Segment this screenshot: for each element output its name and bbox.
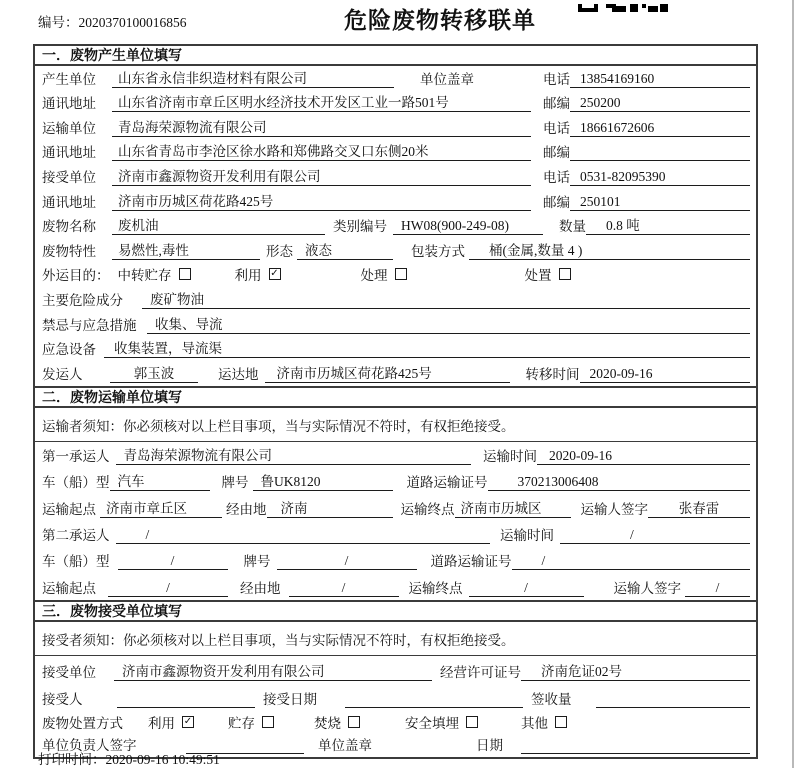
hazard-label: 主要危险成分 (42, 292, 123, 308)
row-first-carrier (35, 442, 756, 468)
row-disposal-method (35, 711, 756, 735)
disposal-burn-label: 焚烧 (314, 715, 341, 731)
form-state-label: 形态 (266, 243, 293, 259)
purpose-use-label: 利用 (234, 268, 262, 284)
producer-phone-label: 电话 (543, 71, 570, 87)
disposal-other-checkbox (555, 716, 567, 728)
purpose-use-checkbox: ✓ (270, 268, 279, 280)
vehicle2-value: / (118, 553, 228, 570)
road-permit2-label: 道路运输证号 (430, 554, 512, 570)
terminus1-value: 济南市历城区 (455, 497, 571, 518)
permit-label: 经营许可证号 (440, 664, 521, 680)
time2-label: 运输时间 (500, 527, 554, 543)
row-hazard-component (35, 287, 756, 312)
packing-value: 桶(金属,数量 4 ) (469, 239, 750, 260)
carrier1-value: 青岛海荣源物流有限公司 (116, 444, 472, 465)
receiver-notice-label: 接受者须知： (42, 632, 123, 648)
waste-name-label: 废物名称 (42, 219, 96, 235)
origin2-value: / (108, 580, 228, 597)
origin1-label: 运输起点 (42, 501, 96, 517)
page-edge-line (792, 0, 794, 768)
transporter-phone-label: 电话 (543, 120, 570, 136)
transporter-notice-text: 你必须核对以上栏目事项，当与实际情况不符时，有权拒绝接受。 (123, 418, 515, 434)
receiver-notice (35, 622, 756, 656)
transporter-value: 青岛海荣源物流有限公司 (112, 116, 531, 137)
receiver-phone-value: 0531-82095390 (570, 169, 750, 186)
emergency-label: 禁忌与应急措施 (42, 317, 137, 333)
characteristics-value: 易燃性,毒性 (112, 239, 260, 260)
receiver-zip-label: 邮编 (543, 194, 570, 210)
carrier1-label: 第一承运人 (42, 449, 110, 465)
row-producer-address (35, 91, 756, 116)
disposal-burn-checkbox (348, 716, 360, 728)
transporter-address-value: 山东省青岛市李沧区徐水路和郑佛路交叉口东侧20米 (112, 140, 531, 161)
time2-value: / (560, 527, 750, 544)
road-permit2-value: / (512, 553, 751, 570)
via1-value: 济南 (267, 497, 393, 518)
serial-number (38, 11, 187, 31)
waste-transfer-form (33, 44, 758, 759)
receiver-phone-label: 电话 (543, 169, 570, 185)
terminus2-label: 运输终点 (408, 580, 463, 596)
quantity-value: 0.8 吨 (586, 214, 750, 235)
section-transporter-heading: 二．废物运输单位填写 (35, 388, 756, 408)
disposal-use-label: 利用 (148, 715, 175, 731)
purpose-treat-checkbox (395, 268, 407, 280)
receiver-address-value: 济南市历城区荷花路425号 (112, 190, 531, 211)
row-route1 (35, 494, 756, 520)
row-waste-name (35, 214, 756, 239)
responsible-sign-label: 单位负责人签字 (42, 737, 137, 753)
time1-label: 运输时间 (483, 449, 537, 465)
emergency-value: 收集、导流 (147, 313, 750, 334)
transporter-notice-label: 运输者须知： (42, 418, 123, 434)
receiver-label: 接受单位 (42, 169, 96, 185)
section-receiver-heading: 三．废物接受单位填写 (35, 602, 756, 622)
accept-unit-label: 接受单位 (42, 664, 96, 680)
via1-label: 经由地 (226, 501, 267, 517)
sign2-value: / (685, 580, 750, 597)
origin1-value: 济南市章丘区 (100, 497, 222, 518)
print-time (38, 748, 220, 768)
sign1-label: 运输人签字 (580, 501, 648, 517)
row-vehicle1 (35, 468, 756, 494)
row-vehicle2 (35, 547, 756, 573)
receiver-notice-text: 你必须核对以上栏目事项，当与实际情况不符时，有权拒绝接受。 (123, 632, 515, 648)
disposal-option-store (228, 712, 274, 732)
terminus2-value: / (469, 580, 584, 597)
acceptor-value (117, 691, 255, 708)
producer-label: 产生单位 (42, 71, 96, 87)
equipment-value: 收集装置，导流渠 (104, 337, 750, 358)
disposal-option-burn (314, 712, 360, 732)
disposal-option-use (148, 712, 194, 732)
purpose-treat-label: 处理 (360, 268, 388, 284)
date-value (521, 737, 750, 754)
serial-label: 编号： (38, 15, 79, 30)
packing-label: 包装方式 (411, 243, 465, 259)
unit-seal-label-2: 单位盖章 (318, 737, 372, 753)
origin2-label: 运输起点 (42, 580, 96, 596)
serial-value: 2020370100016856 (78, 15, 187, 30)
producer-zip-value: 250200 (570, 95, 750, 112)
row-receiver (35, 164, 756, 189)
purpose-option-transfer (118, 264, 191, 284)
row-transporter-address (35, 140, 756, 165)
print-time-value: 2020-09-16 10:49:51 (105, 752, 220, 767)
print-time-label: 打印时间： (38, 752, 106, 767)
row-emergency-measures (35, 312, 756, 337)
section-transporter (35, 386, 756, 600)
purpose-dispose-checkbox (559, 268, 571, 280)
row-accept-unit (35, 656, 756, 684)
producer-zip-label: 邮编 (543, 96, 570, 112)
disposal-store-checkbox (262, 716, 274, 728)
purpose-transfer-checkbox (179, 268, 191, 280)
disposal-landfill-checkbox (466, 716, 478, 728)
sign1-value: 张春雷 (648, 497, 750, 518)
vehicle1-value: 汽车 (110, 470, 210, 491)
equipment-label: 应急设备 (42, 342, 96, 358)
row-route2 (35, 573, 756, 599)
disposal-option-other (521, 712, 567, 732)
disposal-label: 废物处置方式 (42, 715, 123, 731)
producer-address-value: 山东省济南市章丘区明水经济技术开发区工业一路501号 (112, 91, 531, 112)
purpose-option-treat (361, 264, 407, 284)
characteristics-label: 废物特性 (42, 243, 96, 259)
shipper-label: 发运人 (42, 366, 83, 382)
received-qty-label: 签收量 (531, 691, 572, 707)
waste-name-value: 废机油 (112, 214, 325, 235)
plate1-value: 鲁UK8120 (253, 470, 393, 491)
disposal-use-checkbox: ✓ (183, 715, 193, 727)
carrier2-label: 第二承运人 (42, 527, 110, 543)
terminus1-label: 运输终点 (400, 501, 455, 517)
via2-label: 经由地 (240, 580, 281, 596)
received-qty-value (596, 691, 751, 708)
shipper-value: 郭玉波 (110, 362, 198, 383)
category-label: 类别编号 (333, 219, 387, 235)
category-value: HW08(900-249-08) (393, 218, 543, 235)
transporter-zip-value (570, 144, 750, 161)
producer-phone-value: 13854169160 (570, 71, 750, 88)
producer-value: 山东省永信非织造材料有限公司 (112, 67, 394, 88)
section-receiver (35, 600, 756, 757)
acceptor-label: 接受人 (42, 691, 83, 707)
via2-value: / (289, 580, 399, 597)
transfer-time-label: 转移时间 (525, 366, 580, 382)
time1-value: 2020-09-16 (537, 448, 750, 465)
qr-code-fragment-icon (578, 0, 670, 18)
row-emergency-equipment (35, 337, 756, 362)
accept-unit-value: 济南市鑫源物资开发利用有限公司 (114, 660, 432, 681)
disposal-landfill-label: 安全填埋 (405, 715, 459, 731)
quantity-label: 数量 (559, 219, 586, 235)
page-title: 危险废物转移联单 (344, 7, 536, 33)
transfer-time-value: 2020-09-16 (580, 366, 751, 383)
row-shipper (35, 361, 756, 386)
purpose-transfer-label: 中转贮存 (117, 268, 172, 284)
transporter-phone-value: 18661672606 (570, 120, 750, 137)
row-transporter (35, 115, 756, 140)
row-acceptor (35, 684, 756, 711)
road-permit1-value: 370213006408 (488, 474, 751, 491)
date-label: 日期 (476, 737, 503, 753)
road-permit1-label: 道路运输证号 (406, 475, 488, 491)
sign2-label: 运输人签字 (613, 580, 681, 596)
disposal-store-label: 贮存 (228, 715, 255, 731)
hazard-value: 废矿物油 (142, 288, 750, 309)
purpose-dispose-label: 处置 (524, 268, 552, 284)
disposal-other-label: 其他 (521, 715, 548, 731)
receiver-zip-value: 250101 (570, 194, 750, 211)
plate2-label: 牌号 (243, 554, 271, 570)
permit-value: 济南危证02号 (521, 660, 750, 681)
receiver-address-label: 通讯地址 (42, 194, 96, 210)
row-receiver-address (35, 189, 756, 214)
producer-address-label: 通讯地址 (42, 96, 96, 112)
transporter-notice (35, 408, 756, 442)
form-state-value: 液态 (297, 239, 393, 260)
receiver-value: 济南市鑫源物资开发利用有限公司 (112, 165, 531, 186)
vehicle2-label: 车（船）型 (42, 554, 110, 570)
accept-date-value (345, 691, 523, 708)
section-producer-heading: 一．废物产生单位填写 (35, 46, 756, 66)
row-waste-characteristics (35, 238, 756, 263)
purpose-option-dispose (525, 264, 571, 284)
destination-label: 运达地 (218, 366, 259, 382)
transporter-label: 运输单位 (42, 120, 96, 136)
purpose-label: 外运目的： (42, 268, 110, 284)
row-producer (35, 66, 756, 91)
disposal-option-landfill (405, 712, 478, 732)
transporter-address-label: 通讯地址 (42, 145, 96, 161)
purpose-option-use (235, 264, 281, 284)
carrier2-value: / (116, 527, 491, 544)
plate1-label: 牌号 (221, 475, 249, 491)
accept-date-label: 接受日期 (263, 691, 317, 707)
row-second-carrier (35, 521, 756, 547)
destination-value: 济南市历城区荷花路425号 (265, 362, 510, 383)
transporter-zip-label: 邮编 (543, 145, 570, 161)
section-producer (35, 46, 756, 386)
vehicle1-label: 车（船）型 (42, 475, 110, 491)
unit-seal-label: 单位盖章 (420, 71, 474, 87)
plate2-value: / (277, 553, 417, 570)
row-purpose (35, 263, 756, 288)
